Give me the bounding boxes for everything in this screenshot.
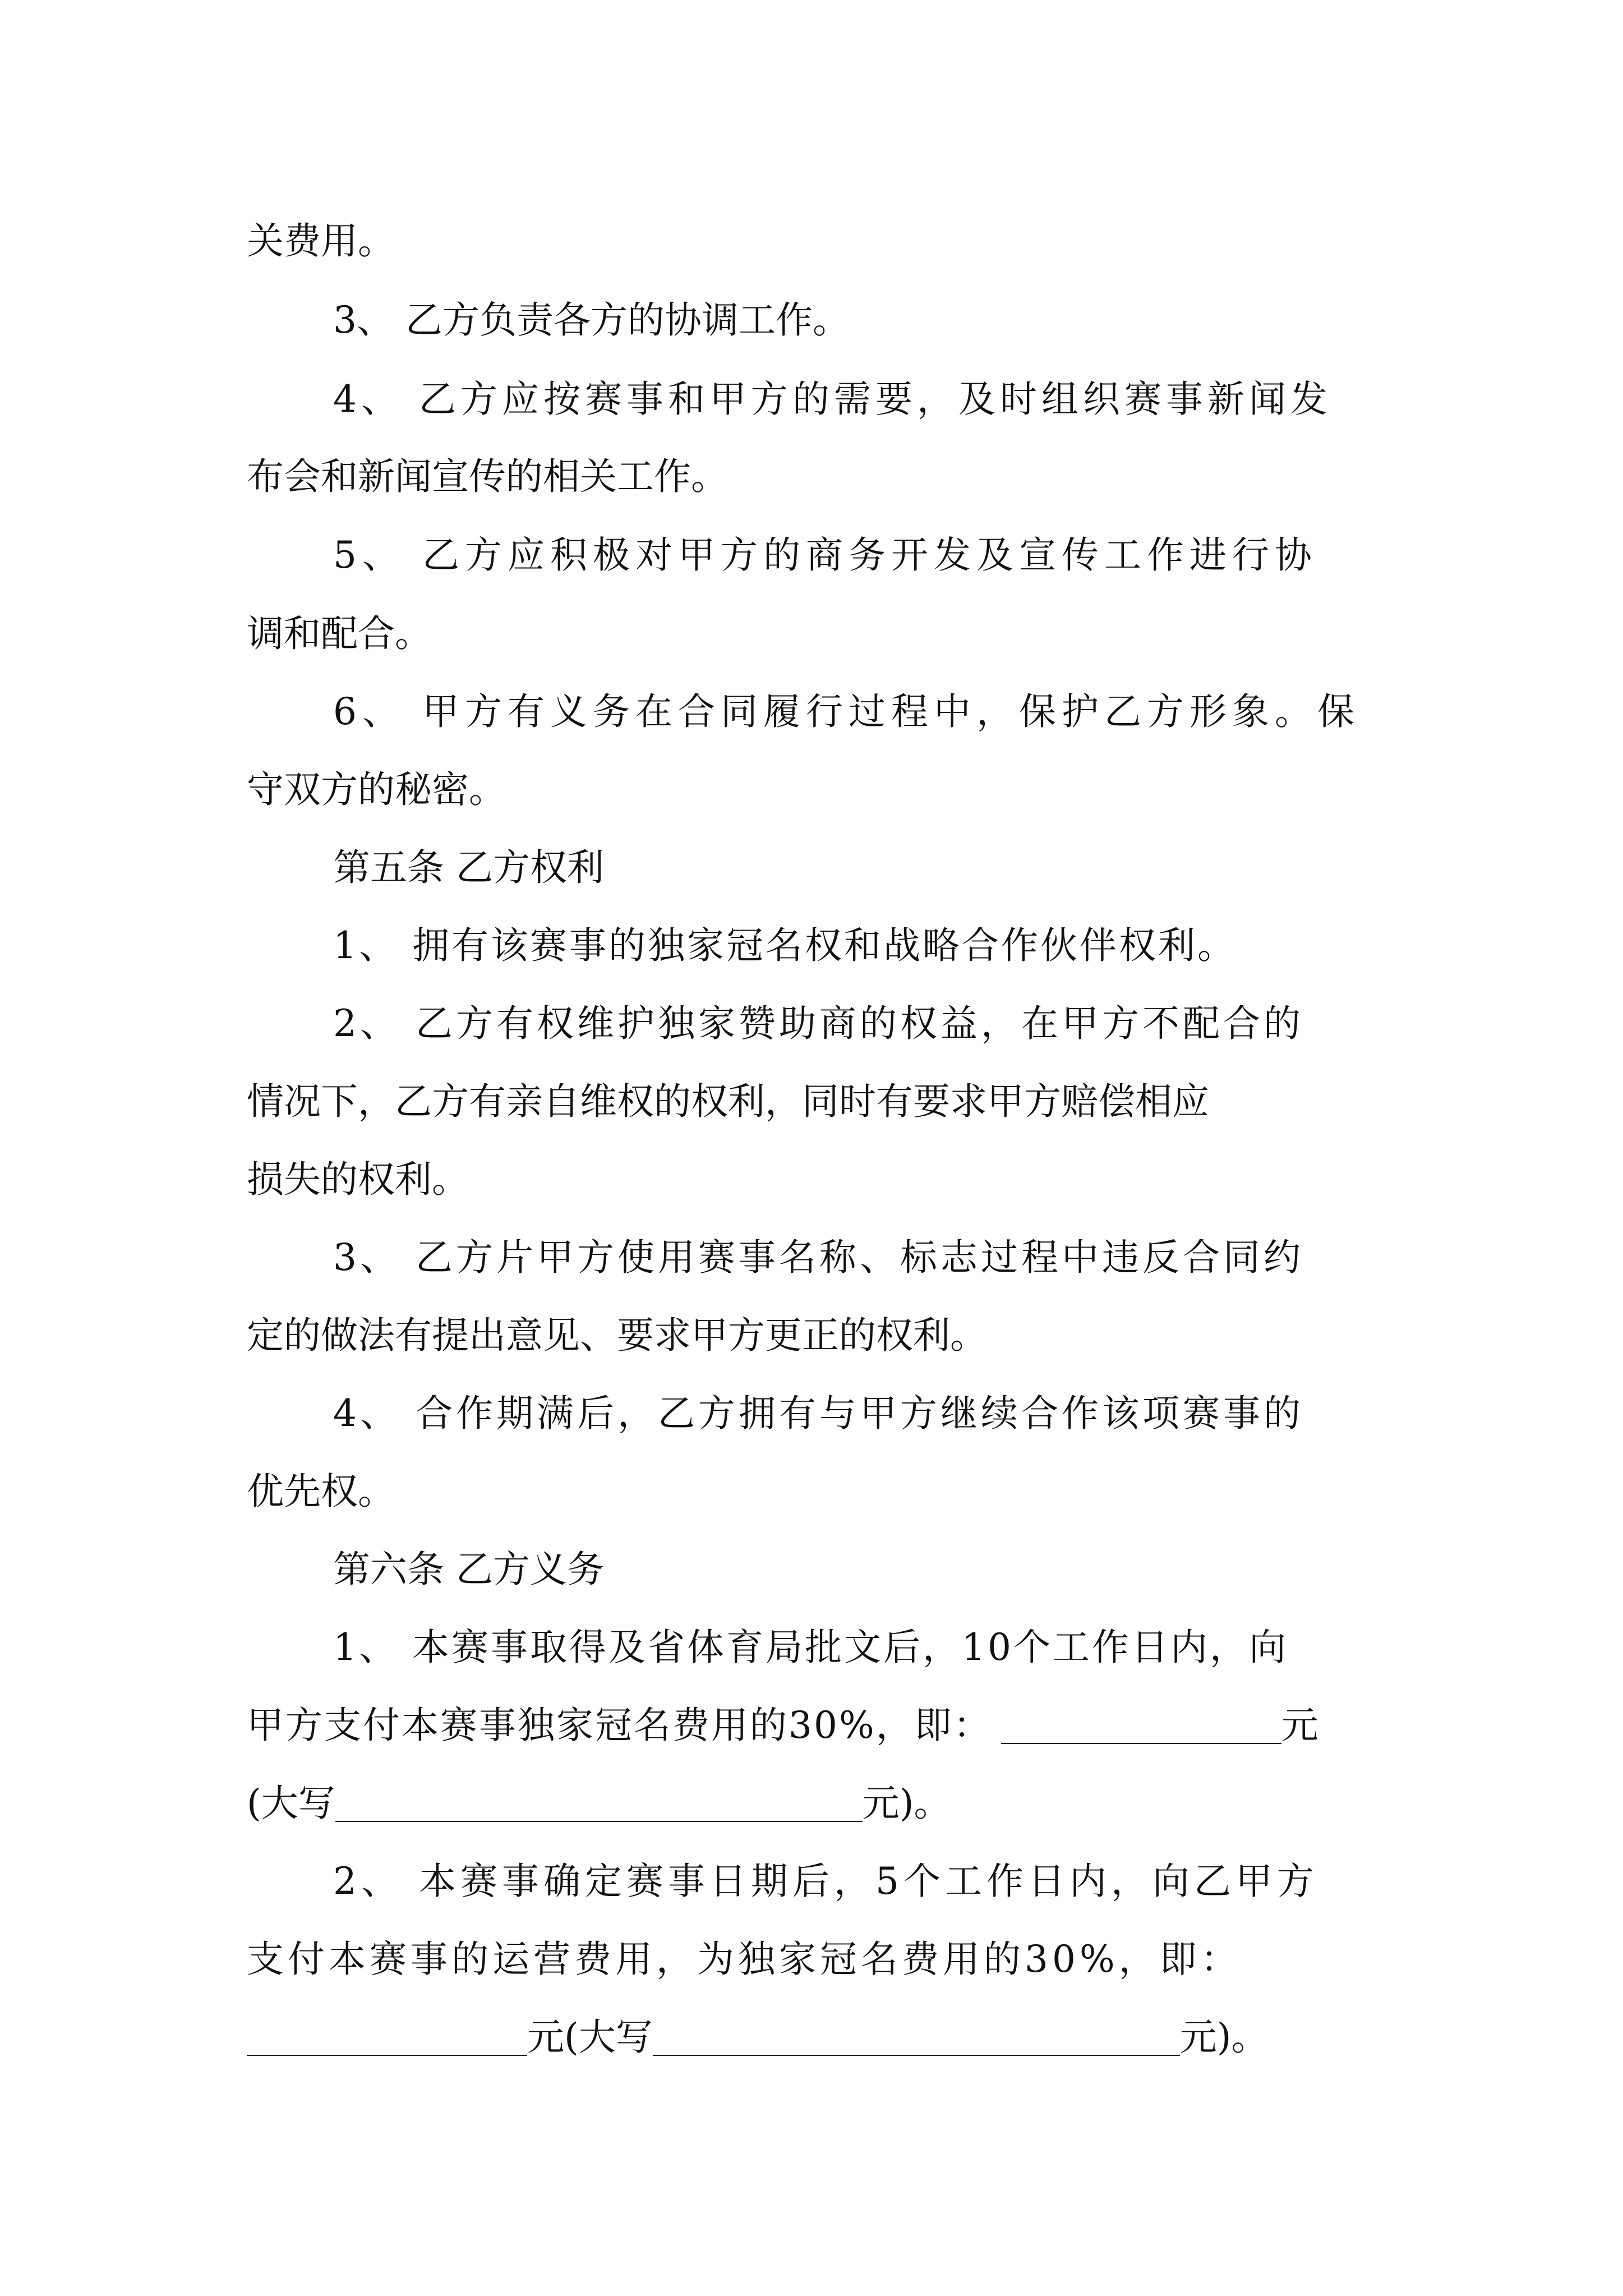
paragraph-text: 损失的权利。 (247, 1158, 469, 1201)
paragraph-text: 守双方的秘密。 (247, 768, 506, 811)
paragraph-text: 2、 乙方有权维护独家赞助商的权益，在甲方不配合的 (333, 1002, 1304, 1045)
amount-blank-field (1001, 1710, 1281, 1744)
paragraph-text: 4、 合作期满后，乙方拥有与甲方继续合作该项赛事的 (333, 1392, 1304, 1435)
paragraph-text: 情况下，乙方有亲自维权的权利，同时有要求甲方赔偿相应 (247, 1080, 1209, 1123)
currency-unit-label: 元 (1281, 1704, 1318, 1747)
article-5-item-2-line-2 (247, 1074, 1385, 1130)
article-title: 第六条 乙方义务 (333, 1548, 604, 1591)
clause-4-item-5-line-2 (247, 606, 1385, 662)
paragraph-text: 优先权。 (247, 1470, 395, 1513)
article-5-item-3-line-2 (247, 1308, 1385, 1364)
clause-4-item-4-line-1 (247, 371, 1472, 427)
clause-4-item-6-line-2 (247, 762, 1385, 818)
article-6-item-2-line-3 (247, 2009, 1385, 2065)
article-5-item-2-line-1 (247, 996, 1472, 1052)
paragraph-text: 布会和新闻宣传的相关工作。 (247, 455, 728, 498)
paragraph-text: 1、 本赛事取得及省体育局批文后，10个工作日内，向 (333, 1626, 1288, 1669)
paragraph-text: 3、 乙方负责各方的协调工作。 (333, 298, 850, 342)
amount-words-suffix: 元)。 (862, 1782, 951, 1825)
article-6-item-1-line-3 (247, 1775, 1385, 1832)
article-title: 第五条 乙方权利 (333, 846, 604, 889)
paragraph-text: 3、 乙方片甲方使用赛事名称、标志过程中违反合同约 (333, 1236, 1304, 1279)
amount-words-prefix: 元(大写 (527, 2016, 653, 2059)
clause-4-item-5-line-1 (247, 527, 1472, 583)
paragraph-text: 6、 甲方有义务在合同履行过程中，保护乙方形象。保 (333, 690, 1360, 733)
article-5-heading (247, 840, 1472, 896)
article-6-item-2-line-2 (247, 1931, 1385, 1987)
article-6-item-1-line-2 (247, 1697, 1385, 1754)
document-page (247, 0, 1385, 2296)
amount-words-prefix: (大写 (247, 1782, 335, 1825)
article-5-item-4-line-1 (247, 1386, 1472, 1442)
paragraph-text: 调和配合。 (247, 612, 432, 655)
paragraph-text: 2、 本赛事确定赛事日期后，5个工作日内，向乙甲方 (333, 1860, 1318, 1903)
clause-4-item-4-line-2 (247, 449, 1385, 505)
paragraph-text: 1、 拥有该赛事的独家冠名权和战略合作伙伴权利。 (333, 924, 1237, 967)
article-5-item-3-line-1 (247, 1230, 1472, 1286)
amount-words-suffix: 元)。 (1179, 2016, 1269, 2059)
paragraph-text: 定的做法有提出意见、要求甲方更正的权利。 (247, 1314, 987, 1357)
paragraph-text: 支付本赛事的运营费用，为独家冠名费用的30%，即： (247, 1938, 1242, 1981)
article-6-item-2-line-1 (247, 1853, 1472, 1910)
paragraph-text: 5、 乙方应积极对甲方的商务开发及宣传工作进行协 (333, 533, 1317, 577)
paragraph-text: 4、 乙方应按赛事和甲方的需要，及时组织赛事新闻发 (333, 378, 1332, 421)
article-5-item-4-line-2 (247, 1464, 1385, 1520)
paragraph-text: 关费用。 (247, 219, 395, 263)
article-6-item-1-line-1 (247, 1619, 1472, 1676)
paragraph-text: 甲方支付本赛事独家冠名费用的30%，即： (247, 1704, 992, 1747)
amount-words-blank-field (653, 2022, 1180, 2056)
article-6-heading (247, 1542, 1472, 1598)
paragraph-continuation (247, 213, 1385, 269)
clause-4-item-3 (247, 292, 1472, 348)
article-5-item-2-line-3 (247, 1152, 1385, 1208)
amount-words-blank-field (335, 1788, 863, 1822)
clause-4-item-6-line-1 (247, 684, 1472, 740)
article-5-item-1 (247, 918, 1472, 974)
amount-blank-field (247, 2022, 527, 2056)
